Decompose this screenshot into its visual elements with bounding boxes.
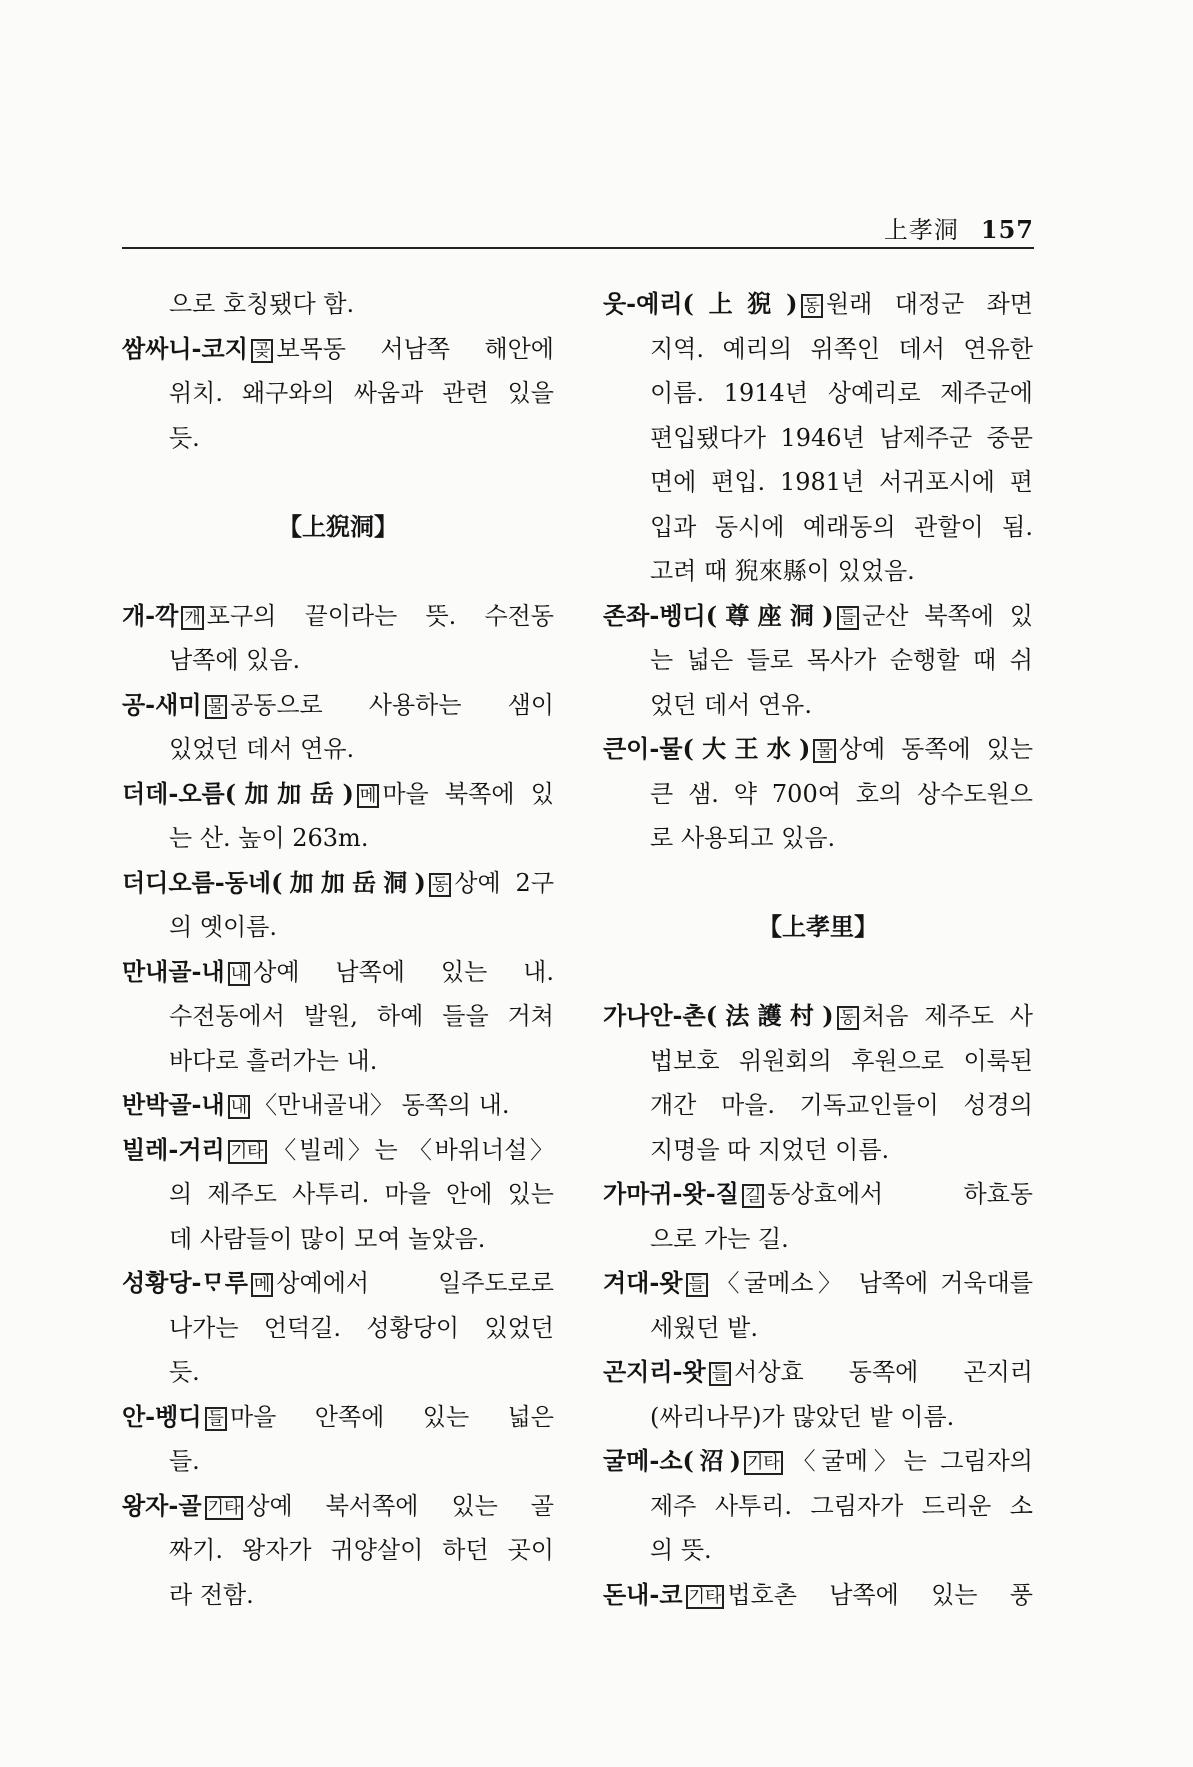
category-tag: 개 [181,606,203,630]
category-tag: 내 [228,1095,250,1119]
entry-headword: 굴메-소(沼) [603,1446,741,1475]
entry-text: 원래 대정군 좌면 [825,290,1033,318]
page-number: 157 [980,215,1034,244]
entry-headword: 공-새미 [122,689,202,719]
entry-text: 라 전함. [169,1580,254,1609]
entry-text: 동상효에서 하효동 [767,1180,1033,1208]
entry-text: 마을 안쪽에 있는 넓은 [229,1402,554,1431]
entry-text: 처음 제주도 사 [862,1002,1033,1030]
running-title: 上孝洞 [883,216,959,244]
entry-headword: 곤지리-왓 [603,1357,706,1386]
entry-text: 세웠던 밭. [650,1313,758,1342]
entry-text: 데 사람들이 많이 모여 놀았음. [169,1224,486,1253]
entry-line [122,1128,554,1173]
entry-text: 으로 가는 길. [650,1224,789,1253]
entry-text: 는 산. 높이 263m. [169,824,369,852]
entry-continuation [603,638,1033,683]
category-tag: 들 [709,1362,731,1386]
blank-line [603,950,1033,995]
entry-continuation [122,816,554,861]
entry-continuation [603,1217,1033,1262]
category-tag: 기타 [686,1585,725,1609]
category-tag: 들 [205,1407,227,1431]
category-tag: 들 [686,1273,708,1297]
entry-continuation [603,371,1033,416]
entry-headword: 웃-예리(上猊) [603,289,798,318]
entry-headword: 가나안-촌(法護村) [603,1001,834,1030]
category-tag: 동 [429,873,451,897]
entry-continuation [603,416,1033,461]
entry-headword: 안-벵디 [122,1401,202,1431]
entry-text: 이름. 1914년 상예리로 제주군에 [650,379,1033,407]
entry-text: 편입됐다가 1946년 남제주군 중문 [650,423,1033,452]
entry-line [603,727,1033,772]
entry-line [122,683,554,728]
entry-continuation [122,1528,554,1573]
entry-continuation [603,1128,1033,1173]
entry-continuation [122,727,554,772]
left-column [122,282,554,1617]
category-tag: 물 [205,695,227,719]
entry-text: 포구의 끝이라는 뜻. 수전동 [206,601,554,630]
entry-headword: 성황당-ᄆᆞ루 [122,1268,248,1297]
entry-continuation [122,1172,554,1217]
entry-line [603,1573,1033,1618]
entry-line [122,1484,554,1529]
entry-continuation [603,1528,1033,1573]
entry-text: 들. [169,1447,200,1475]
section-heading: 【上孝里】 [758,912,878,941]
entry-headword: 개-깍 [122,600,179,630]
entry-continuation [603,816,1033,861]
entry-continuation [603,683,1033,728]
entry-continuation [603,460,1033,505]
entry-headword: 반박골-내 [122,1090,225,1119]
entry-continuation [122,1217,554,1262]
entry-continuation [122,905,554,950]
entry-line [603,1439,1033,1484]
entry-continuation [122,638,554,683]
entry-line [122,1261,554,1306]
entry-text: 의 옛이름. [169,913,277,941]
entry-text: 상예 남쪽에 있는 내. [253,957,554,986]
entry-text: 지명을 따 지었던 이름. [650,1135,890,1164]
entry-headword: 더디오름-동네(加加岳洞) [122,867,426,897]
entry-text: 으로 호칭됐다 함. [169,290,355,318]
entry-headword: 만내골-내 [122,956,225,986]
entry-line [603,994,1033,1039]
category-tag: 기타 [228,1140,267,1164]
entry-line [122,861,554,906]
entry-line [603,594,1033,639]
entry-continuation [603,772,1033,817]
entry-text: 〈굴메〉는 그림자의 [785,1447,1033,1475]
entry-continuation [603,505,1033,550]
entry-headword: 빌레-거리 [122,1134,225,1164]
entry-text: 의 뜻. [650,1536,712,1564]
entry-text: 의 제주도 사투리. 마을 안에 있는 [169,1180,554,1208]
entry-text: 면에 편입. 1981년 서귀포시에 편 [650,468,1033,496]
entry-text: 〈만내골내〉 동쪽의 내. [253,1091,510,1119]
entry-text: 위치. 왜구와의 싸움과 관련 있을 [169,379,554,407]
entry-headword: 존좌-벵디(尊座洞) [603,600,834,630]
entry-continuation [603,1083,1033,1128]
entry-headword: 더데-오름(加加岳) [122,778,354,808]
entry-text: 수전동에서 발원, 하예 들을 거쳐 [169,1002,554,1030]
section-heading: 【上猊洞】 [278,511,398,541]
entry-continuation [122,1573,554,1618]
entry-text: 법보호 위원회의 후원으로 이룩된 [650,1046,1033,1075]
category-tag: 기타 [744,1451,783,1475]
entry-headword: 큰이-물(大王水) [603,734,811,763]
category-tag: 기타 [205,1496,244,1520]
entry-continuation [603,1306,1033,1351]
entry-continuation [603,327,1033,372]
entry-text: 상예 동쪽에 있는 [838,735,1033,763]
blank-line [603,861,1033,906]
entry-continuation [122,1350,554,1395]
entry-text: 짜기. 왕자가 귀양살이 하던 곳이 [169,1536,554,1564]
entry-line [122,1395,554,1440]
entry-continuation [603,1039,1033,1084]
running-header [122,210,1034,245]
category-tag: 물 [813,739,835,763]
entry-text: 는 넓은 들로 목사가 순행할 때 쉬 [650,646,1033,674]
entry-headword: 왕자-골 [122,1490,202,1520]
entry-continuation [122,1039,554,1084]
entry-text: 서상효 동쪽에 곤지리 [734,1358,1033,1386]
category-tag: 메 [357,784,379,808]
entry-continuation [122,416,554,461]
entry-line [122,950,554,995]
entry-text: 상예 북서쪽에 있는 골 [246,1491,554,1520]
entry-text: 입과 동시에 예래동의 관할이 됨. [650,512,1033,541]
entry-text: 고려 때 猊來縣이 있었음. [650,557,915,585]
entry-continuation [122,994,554,1039]
entry-continuation [122,371,554,416]
entry-continuation [122,1306,554,1351]
entry-text: 큰 샘. 약 700여 호의 상수도원으 [650,779,1033,808]
entry-text: 상예 2구 [454,868,554,897]
entry-continuation [122,1439,554,1484]
entry-line [122,594,554,639]
entry-text: 공동으로 사용하는 샘이 [229,690,554,719]
entry-line [603,282,1033,327]
category-tag: 들 [837,606,859,630]
category-tag: 동 [837,1006,859,1030]
entry-continuation [603,549,1033,594]
entry-line [122,772,554,817]
entry-text: 남쪽에 있음. [169,646,301,674]
entry-text: 〈굴메소〉 남쪽에 거욱대를 [710,1269,1033,1297]
entry-text: 제주 사투리. 그림자가 드리운 소 [650,1491,1033,1520]
entry-headword: 쌈싸니-코지 [122,333,248,363]
entry-text: 었던 데서 연유. [650,690,812,719]
entry-continuation [603,1395,1033,1440]
entry-text: (싸리나무)가 많았던 밭 이름. [650,1402,955,1431]
entry-continuation [122,282,554,327]
entry-continuation [603,1484,1033,1529]
entry-text: 개간 마을. 기독교인들이 성경의 [650,1091,1033,1119]
entry-text: 로 사용되고 있음. [650,824,836,852]
entry-headword: 겨대-왓 [603,1268,683,1297]
category-tag: 내 [228,962,250,986]
entry-text: 듯. [169,1358,200,1386]
category-tag: 곶 [251,339,273,363]
entry-text: 마을 북쪽에 있 [382,779,554,808]
category-tag: 길 [742,1184,764,1208]
entry-text: 군산 북쪽에 있 [862,601,1033,630]
entry-text: 법호촌 남쪽에 있는 풍 [727,1580,1033,1609]
category-tag: 동 [801,294,823,318]
entry-text: 바다로 흘러가는 내. [169,1046,378,1075]
entry-text: 나가는 언덕길. 성황당이 있었던 [169,1313,554,1342]
entry-text: 〈빌레〉는 〈바위너설〉 [269,1135,554,1164]
entry-line [603,1261,1033,1306]
category-tag: 메 [251,1273,273,1297]
blank-line [122,460,554,505]
entry-line [122,1083,554,1128]
entry-text: 듯. [169,423,200,452]
entry-headword: 돈내-코 [603,1579,683,1609]
entry-headword: 가마귀-왓-질 [603,1179,739,1208]
right-column [603,282,1033,1617]
entry-line [603,1172,1033,1217]
entry-text: 있었던 데서 연유. [169,735,355,763]
entry-text: 상예에서 일주도로로 [276,1269,554,1297]
entry-text: 보목동 서남쪽 해안에 [276,334,554,363]
header-rule [122,247,1034,249]
entry-line [122,327,554,372]
entry-line [603,1350,1033,1395]
entry-text: 지역. 예리의 위쪽인 데서 연유한 [650,334,1033,363]
blank-line [122,549,554,594]
